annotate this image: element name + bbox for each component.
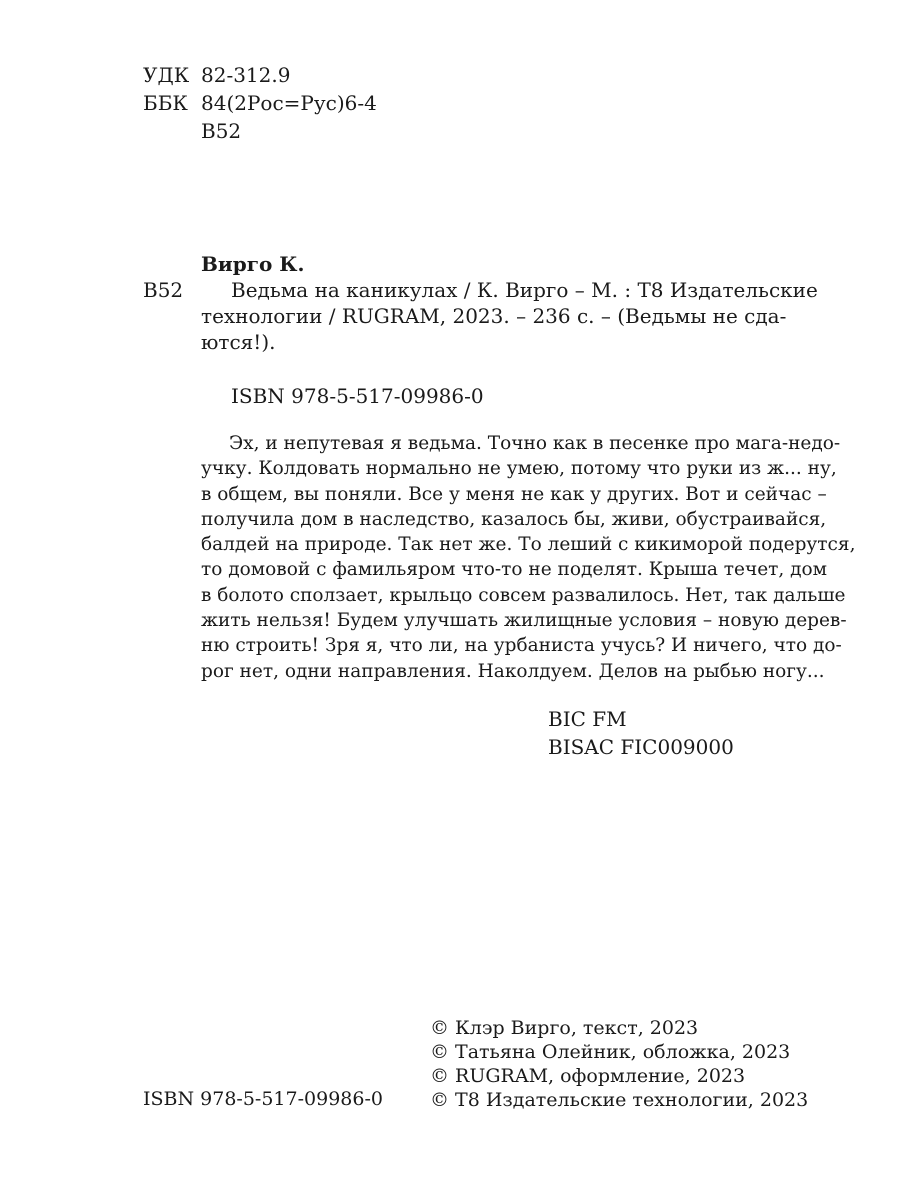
copyright-line: © Клэр Вирго, текст, 2023 (430, 1017, 699, 1039)
biblio-line: ются!). (201, 330, 276, 354)
footer-isbn: ISBN 978-5-517-09986-0 (143, 1088, 383, 1110)
bbk-value: 84(2Рос=Рус)6-4 (201, 91, 377, 115)
annotation-line: учку. Колдовать нормально не умею, потому что руки из ж... ну, (201, 458, 837, 480)
annotation-line: балдей на природе. Так нет же. То леший с кикиморой подерутся, (201, 534, 856, 556)
copyright-line: © Татьяна Олейник, обложка, 2023 (430, 1041, 791, 1063)
author-code: В52 (143, 278, 184, 302)
biblio-line: Ведьма на каникулах / К. Вирго – М. : Т8 Издательские (231, 278, 818, 302)
annotation-line: ню строить! Зря я, что ли, на урбаниста учусь? И ничего, что до- (201, 635, 842, 657)
bibliographic-description (201, 277, 818, 355)
bisac-code: BISAC FIC009000 (548, 735, 734, 759)
author-mark: В52 (201, 119, 242, 143)
annotation-line: получила дом в наследство, казалось бы, живи, обустраивайся, (201, 508, 827, 530)
copyright-line: © RUGRAM, оформление, 2023 (430, 1065, 746, 1087)
biblio-line: технологии / RUGRAM, 2023. – 236 с. – (Ведьмы не сда- (201, 304, 787, 328)
annotation-line: в общем, вы поняли. Все у меня не как у других. Вот и сейчас – (201, 483, 827, 505)
author-name: Вирго К. (201, 252, 305, 276)
annotation-line: Эх, и непутевая я ведьма. Точно как в песенке про мага-недо- (229, 433, 841, 454)
bbk-label: ББК (143, 91, 188, 115)
annotation-line: в болото сползает, крыльцо совсем развалилось. Нет, так дальше (201, 584, 846, 606)
annotation (201, 431, 856, 684)
isbn: ISBN 978-5-517-09986-0 (231, 384, 484, 408)
bic-code: BIC FM (548, 707, 627, 731)
udk-value: 82-312.9 (201, 63, 291, 87)
annotation-line: рог нет, одни направления. Наколдуем. Делов на рыбью ногу... (201, 660, 825, 682)
udk-label: УДК (143, 63, 190, 87)
annotation-line: жить нельзя! Будем улучшать жилищные условия – новую дерев- (201, 610, 847, 632)
annotation-line: то домовой с фамильяром что-то не поделят. Крыша течет, дом (201, 559, 828, 581)
copyright-line: © Т8 Издательские технологии, 2023 (430, 1089, 809, 1111)
